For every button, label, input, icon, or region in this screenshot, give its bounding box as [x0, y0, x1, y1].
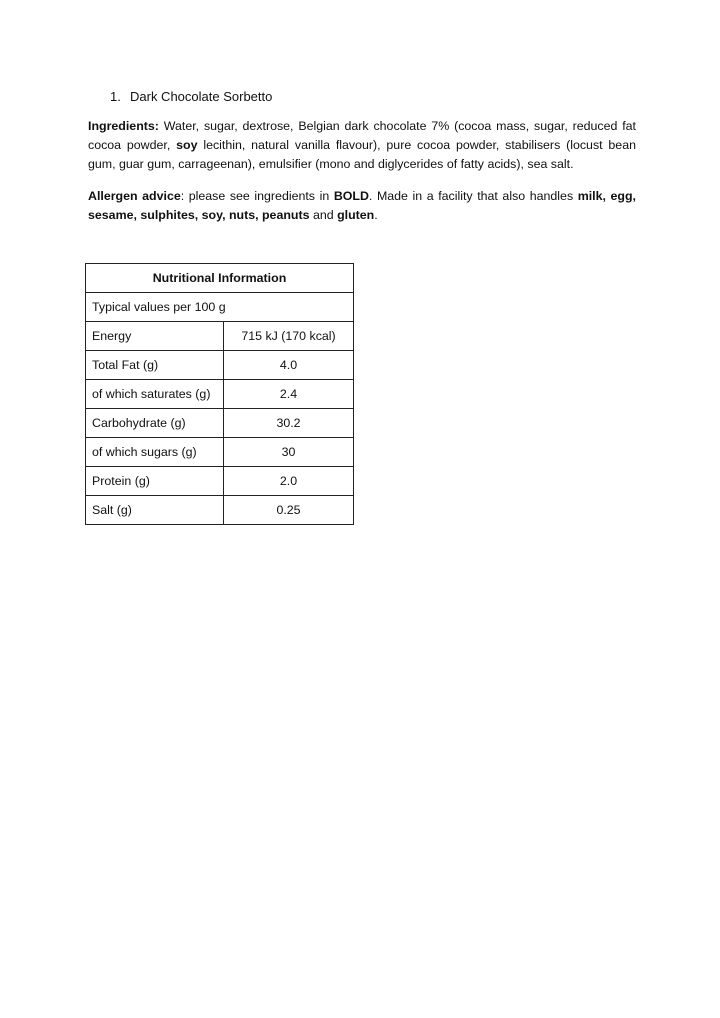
table-row [86, 322, 354, 351]
row-label-protein: Protein (g) [86, 467, 224, 496]
ingredients-paragraph [88, 117, 636, 175]
table-row [86, 496, 354, 525]
row-label-saturates: of which saturates (g) [86, 380, 224, 409]
nutrition-subheader-row [86, 293, 354, 322]
table-row [86, 380, 354, 409]
row-label-sugars: of which sugars (g) [86, 438, 224, 467]
row-value-salt: 0.25 [224, 496, 354, 525]
allergen-label: Allergen advice [88, 189, 181, 203]
nutrition-table [85, 263, 354, 525]
product-title: Dark Chocolate Sorbetto [130, 89, 273, 104]
nutrition-title: Nutritional Information [86, 264, 354, 293]
table-row [86, 351, 354, 380]
row-label-energy: Energy [86, 322, 224, 351]
nutrition-subtitle: Typical values per 100 g [86, 293, 354, 322]
row-value-energy: 715 kJ (170 kcal) [224, 322, 354, 351]
nutrition-header-row [86, 264, 354, 293]
allergen-list: milk, egg, sesame, sulphites, soy, nuts, peanuts [88, 189, 637, 223]
table-row [86, 438, 354, 467]
allergen-gluten: gluten [337, 208, 375, 223]
row-value-total-fat: 4.0 [224, 351, 354, 380]
allergen-text-2: . Made in a facility that also handles [368, 189, 578, 203]
row-label-carbohydrate: Carbohydrate (g) [86, 409, 224, 438]
allergen-text-1: : please see ingredients in [180, 189, 334, 203]
row-value-carbohydrate: 30.2 [224, 409, 354, 438]
ingredients-text-2: lecithin, natural vanilla flavour), pure cocoa powder, stabilisers (locust bean gum, guar gum, carrageenan), emulsifier (mono and diglycerides of fatty acids), sea salt. [88, 138, 636, 172]
allergen-text-3: and [309, 208, 338, 223]
row-value-protein: 2.0 [224, 467, 354, 496]
ingredients-allergen-soy: soy [176, 138, 198, 153]
list-number: 1. [110, 89, 121, 104]
ingredients-label: Ingredients: [88, 119, 159, 133]
table-row [86, 409, 354, 438]
allergen-bold-keyword: BOLD [333, 189, 369, 203]
row-label-salt: Salt (g) [86, 496, 224, 525]
allergen-paragraph [88, 187, 636, 225]
allergen-text-4: . [374, 208, 378, 223]
row-value-saturates: 2.4 [224, 380, 354, 409]
ingredients-text-1: Water, sugar, dextrose, Belgian dark chocolate 7% (cocoa mass, sugar, reduced fat cocoa powder, [88, 119, 636, 153]
row-value-sugars: 30 [224, 438, 354, 467]
table-row [86, 467, 354, 496]
row-label-total-fat: Total Fat (g) [86, 351, 224, 380]
product-heading [110, 88, 272, 106]
